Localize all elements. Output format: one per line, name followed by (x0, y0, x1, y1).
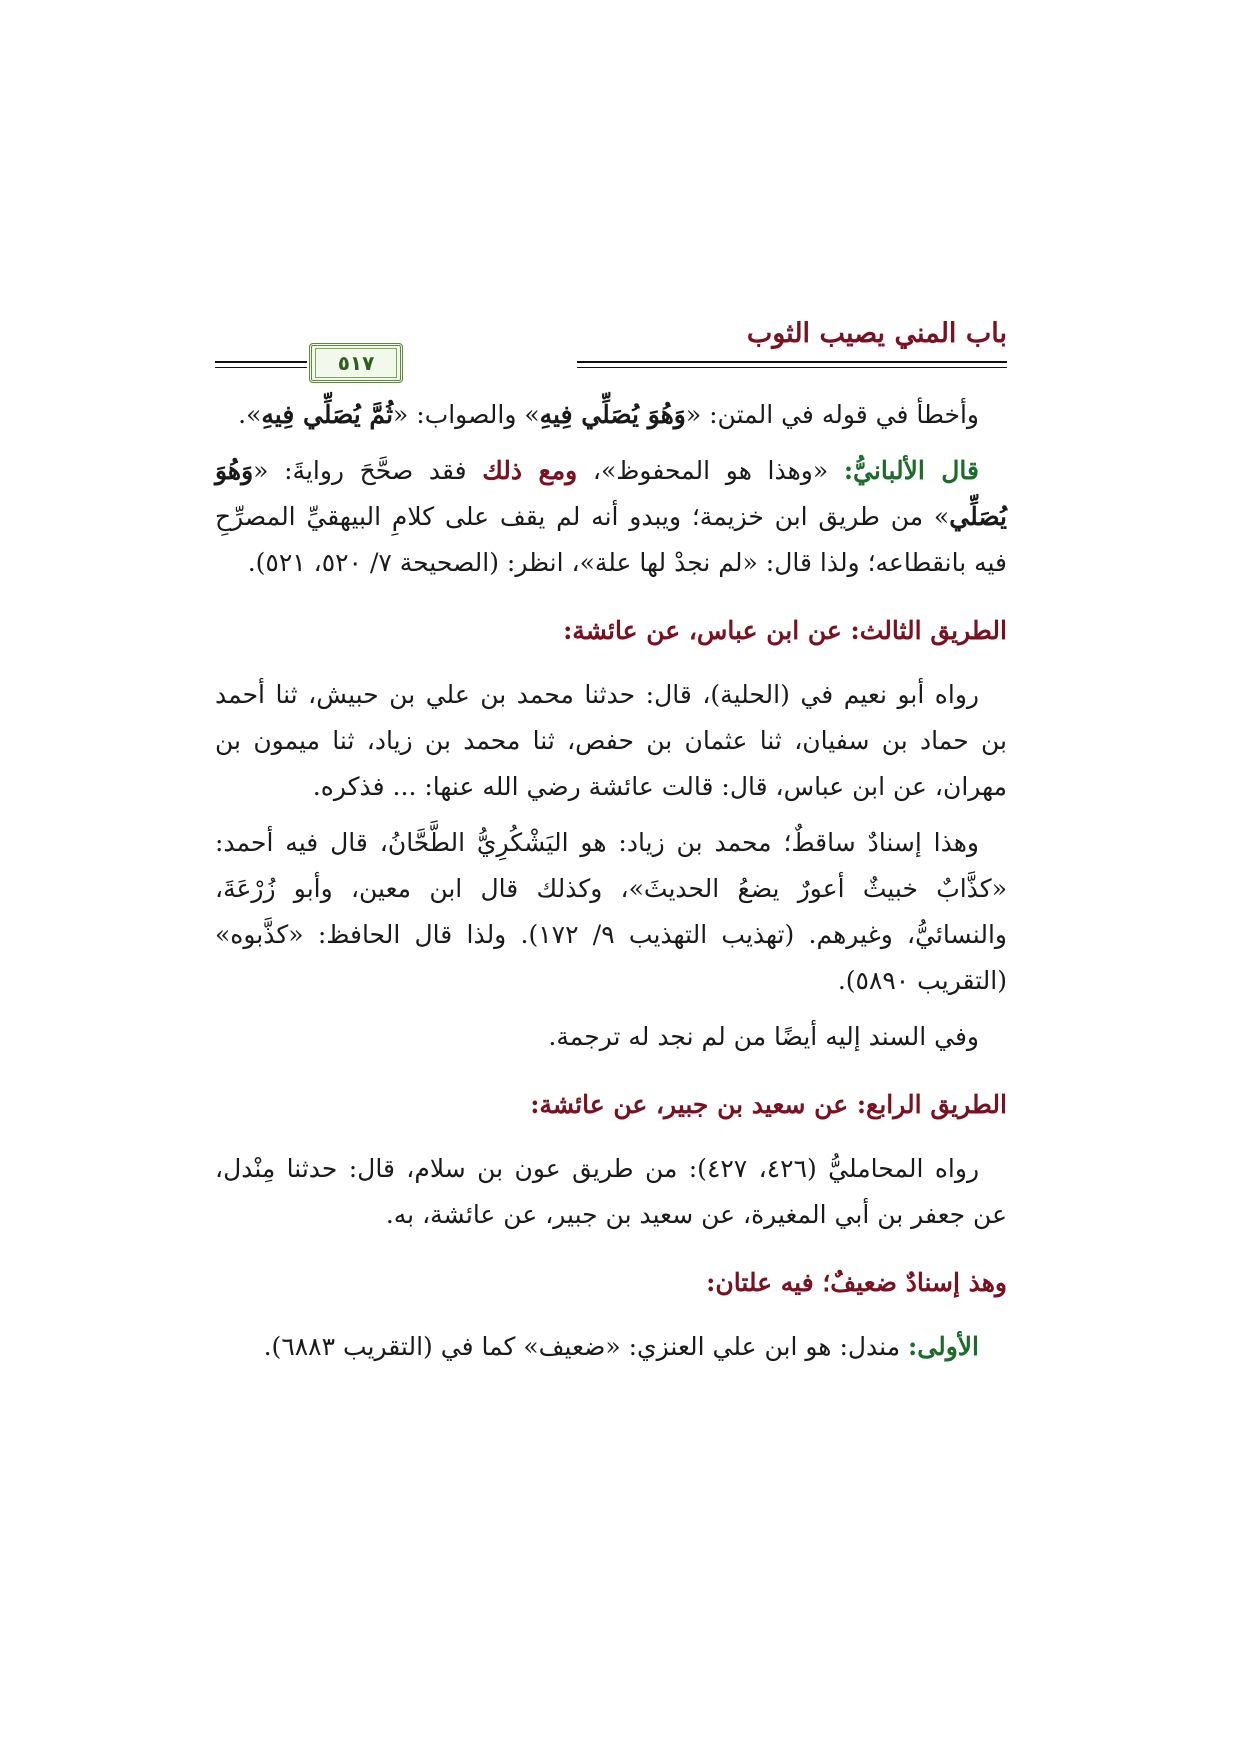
paragraph-5: وفي السند إليه أيضًا من لم نجد له ترجمة. (548, 1022, 979, 1051)
text: ». (238, 400, 262, 429)
section-heading-5: وهذ إسنادٌ ضعيفٌ؛ فيه علتان: (706, 1268, 1007, 1297)
section-heading-4: الطريق الرابع: عن سعيد بن جبير، عن عائشة: (530, 1090, 1007, 1119)
quoted-text: وَهُوَ يُصَلِّي فِيهِ (539, 400, 686, 429)
text: «وهذا هو المحفوظ»، (577, 456, 844, 485)
header-rule-left (215, 361, 307, 363)
paragraph-3: رواه أبو نعيم في (الحلية)، قال: حدثنا محمد بن علي بن حبيش، ثنا أحمد بن حماد بن سفيان، ثنا عثمان بن حفص، ثنا محمد بن زياد، ثنا ميمون بن مهران، عن ابن عباس، قال: قالت عائشة رضي الله عنها: ... فذكره. (215, 680, 1007, 801)
running-title: باب المني يصيب الثوب (746, 318, 1007, 349)
paragraph-2 (215, 448, 1007, 586)
section-heading-3: الطريق الثالث: عن ابن عباس، عن عائشة: (563, 616, 1007, 645)
paragraph-7 (215, 1324, 1007, 1370)
quoted-text: وَهُوَ يُصَلِّي (215, 456, 1007, 531)
page-header (215, 318, 1007, 375)
header-rule-right (577, 361, 1007, 363)
paragraph-4: وهذا إسنادٌ ساقطٌ؛ محمد بن زياد: هو اليَشْكُرِيُّ الطَّحَّانُ، قال فيه أحمد: «كذَّابٌ خبيثٌ أعورٌ يضعُ الحديثَ»، وكذلك قال ابن معين، وأبو زُرْعَةَ، والنسائيُّ، وغيرهم. (تهذيب التهذيب ٩/ ١٧٢). ولذا قال الحافظ: «كذَّبوه» (التقريب ٥٨٩٠). (215, 828, 1007, 995)
page-number: ٥١٧ (315, 348, 397, 378)
lead-term: الأولى: (908, 1332, 979, 1361)
emphasis: ومع ذلك (482, 456, 578, 485)
page-content (215, 392, 1007, 1380)
page-number-badge (309, 343, 403, 383)
text: » من طريق ابن خزيمة؛ ويبدو أنه لم يقف على كلامِ البيهقيِّ المصرِّحِ فيه بانقطاعه؛ ولذا قال: «لم نجدْ لها علة»، انظر: (الصحيحة ٧/ ٥٢٠، ٥٢١). (215, 502, 1007, 577)
text: فقد صحَّحَ روايةَ: « (253, 456, 483, 485)
paragraph-1 (215, 392, 1007, 438)
paragraph-6: رواه المحامليُّ (٤٢٦، ٤٢٧): من طريق عون بن سلام، قال: حدثنا مِنْدل، عن جعفر بن أبي المغيرة، عن سعيد بن جبير، عن عائشة، به. (215, 1154, 1007, 1229)
quoted-text: ثُمَّ يُصَلِّي فِيهِ (261, 400, 394, 429)
text: وأخطأ في قوله في المتن: « (685, 400, 979, 429)
text: » والصواب: « (393, 400, 540, 429)
lead-term: قال الألبانيُّ: (843, 456, 979, 485)
header-rule-left-thin (215, 367, 307, 368)
header-rule-right-thin (577, 367, 1007, 368)
text: مندل: هو ابن علي العنزي: «ضعيف» كما في (التقريب ٦٨٨٣). (263, 1332, 909, 1361)
